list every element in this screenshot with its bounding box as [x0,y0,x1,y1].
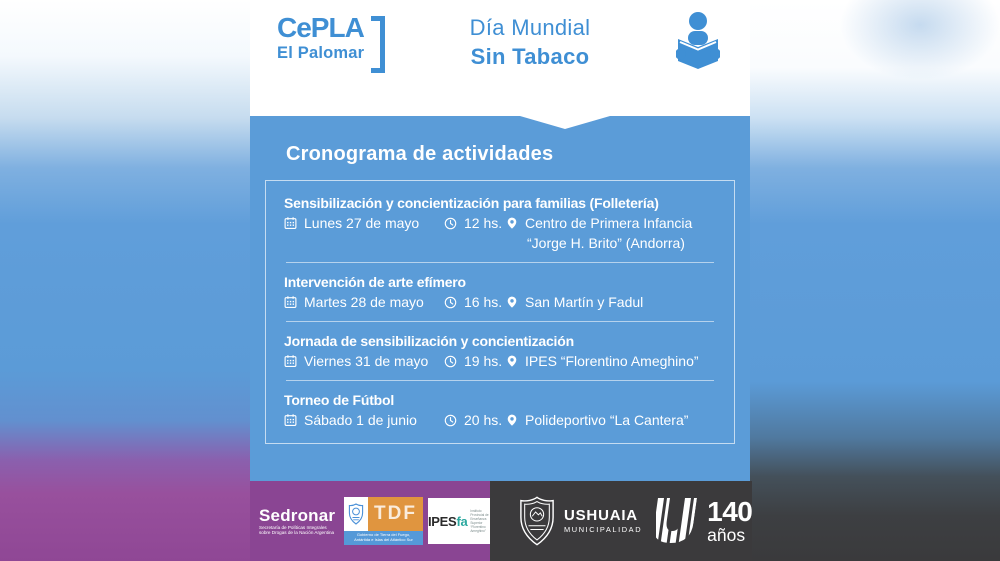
flyer-header [250,0,750,116]
cepla-logo-name: CePLA [277,12,364,43]
ipes-name [428,514,467,529]
ipes-suffix-text: fa [456,513,468,529]
cepla-logo-sub: El Palomar [277,44,365,62]
ushuaia-wordmark [564,508,642,534]
person-reading-icon [676,11,720,73]
event-time: 20 hs. [464,412,503,428]
title-line2: Sin Tabaco [470,44,590,69]
years-label: años [707,524,746,545]
footer-municipality [490,481,752,561]
tdf-logo [344,497,423,545]
event-location-line1: Centro de Primera Infancia [525,215,693,231]
flyer [250,0,753,561]
sedronar-sub2: sobre Drogas de la Nación Argentina [259,530,335,535]
divider [286,262,714,263]
event-row [284,390,716,430]
event-row [284,193,716,253]
tdf-crest-icon [348,503,364,525]
event-title: Torneo de Fútbol [284,392,395,408]
event-details [284,351,716,371]
ipes-logo [428,498,490,544]
header-notch [520,116,610,129]
sedronar-sub1: Secretaría de Políticas Integrales [259,524,327,530]
event-row [284,331,716,371]
event-location: San Martín y Fadul [525,294,644,310]
event-time: 16 hs. [464,294,503,310]
event-location: IPES “Florentino Ameghino” [525,353,699,369]
event-details [284,292,716,312]
calendar-icon [284,295,297,309]
event-date: Viernes 31 de mayo [304,353,429,369]
event-location-line2: “Jorge H. Brito” (Andorra) [527,235,685,251]
clock-icon [444,355,457,368]
divider [286,321,714,322]
cepla-logo [277,13,385,73]
page-title [415,15,645,70]
calendar-icon [284,413,297,427]
event-title: Sensibilización y concientización para familias (Folletería) [284,195,659,211]
event-location: Polideportivo “La Cantera” [525,412,689,428]
event-title: Jornada de sensibilización y concientización [284,333,574,349]
event-date: Martes 28 de mayo [304,294,424,310]
event-row [284,272,716,312]
blurred-background-right [750,0,1000,561]
ipes-name-text: IPES [428,513,457,529]
schedule-heading: Cronograma de actividades [286,143,554,165]
ushuaia-crest-icon [519,495,555,547]
title-line1: Día Mundial [469,15,591,40]
event-details [284,213,716,253]
calendar-icon [284,216,297,230]
event-date: Lunes 27 de mayo [304,215,420,231]
event-time: 19 hs. [464,353,503,369]
tdf-caption [344,531,423,545]
years-number: 140 [707,495,753,527]
event-time: 12 hs. [464,215,503,231]
sedronar-logo [259,507,339,536]
bracket-icon [371,16,385,73]
location-pin-icon [506,413,518,427]
ushuaia-sub: MUNICIPALIDAD [564,525,643,534]
calendar-icon [284,354,297,368]
sedronar-name: Sedronar [259,505,336,525]
schedule-section [250,116,750,481]
striped-u-icon [656,498,698,544]
location-pin-icon [506,295,518,309]
clock-icon [444,414,457,427]
footer-sponsors [250,481,490,561]
clock-icon [444,296,457,309]
ipes-caption: Instituto Provincial de Enseñanza Superior “Florentino Ameghino” [470,509,489,533]
event-details [284,410,716,430]
event-location [525,213,692,253]
tdf-caption-line1: Gobierno de Tierra del Fuego, [356,532,411,537]
tdf-caption-line2: Antártida e Islas del Atlántico Sur [354,536,413,542]
footer [250,481,753,561]
tdf-acronym: TDF [368,497,423,531]
clock-icon [444,217,457,230]
events-box [265,180,735,444]
anniversary-badge [707,495,753,545]
location-pin-icon [506,354,518,368]
blurred-background-left [0,0,250,561]
event-title: Intervención de arte efímero [284,274,466,290]
ushuaia-city: USHUAIA [564,507,638,524]
event-date: Sábado 1 de junio [304,412,417,428]
location-pin-icon [506,216,518,230]
divider [286,380,714,381]
